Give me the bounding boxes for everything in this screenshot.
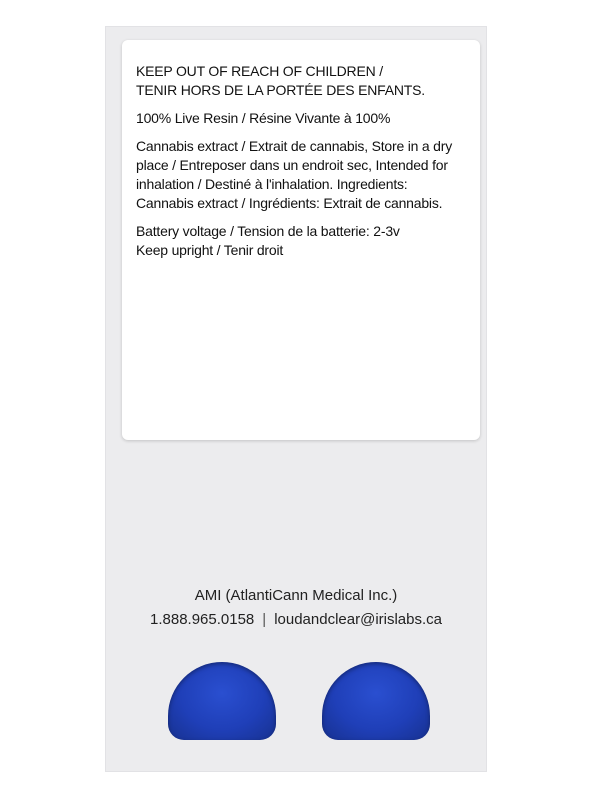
warning-text: [136, 62, 464, 100]
contact-line: [105, 608, 487, 632]
battery-line: Keep upright / Tenir droit: [136, 242, 284, 258]
company-info: [105, 584, 487, 632]
email-address: loudandclear@irislabs.ca: [274, 611, 442, 628]
phone-number: 1.888.965.0158: [150, 611, 255, 628]
description-text: [136, 137, 464, 213]
contact-separator: |: [262, 611, 267, 628]
description-line: Cannabis extract / Ingrédients: Extrait de cannabis.: [136, 195, 443, 211]
battery-text: [136, 222, 464, 260]
description-line: inhalation / Destiné à l'inhalation. Ingredients:: [136, 176, 408, 192]
right-window-cutout: [322, 662, 430, 740]
warning-line: KEEP OUT OF REACH OF CHILDREN /: [136, 63, 383, 79]
resin-text: [136, 109, 464, 128]
resin-line: 100% Live Resin / Résine Vivante à 100%: [136, 110, 391, 126]
battery-line: Battery voltage / Tension de la batterie: 2-3v: [136, 223, 400, 239]
company-name: AMI (AtlantiCann Medical Inc.): [194, 587, 398, 604]
package-back: [105, 26, 487, 772]
description-line: Cannabis extract / Extrait de cannabis, Store in a dry: [136, 138, 453, 154]
label-panel: [122, 40, 480, 440]
warning-line: TENIR HORS DE LA PORTÉE DES ENFANTS.: [136, 82, 425, 98]
description-line: place / Entreposer dans un endroit sec, Intended for: [136, 157, 448, 173]
left-window-cutout: [168, 662, 276, 740]
